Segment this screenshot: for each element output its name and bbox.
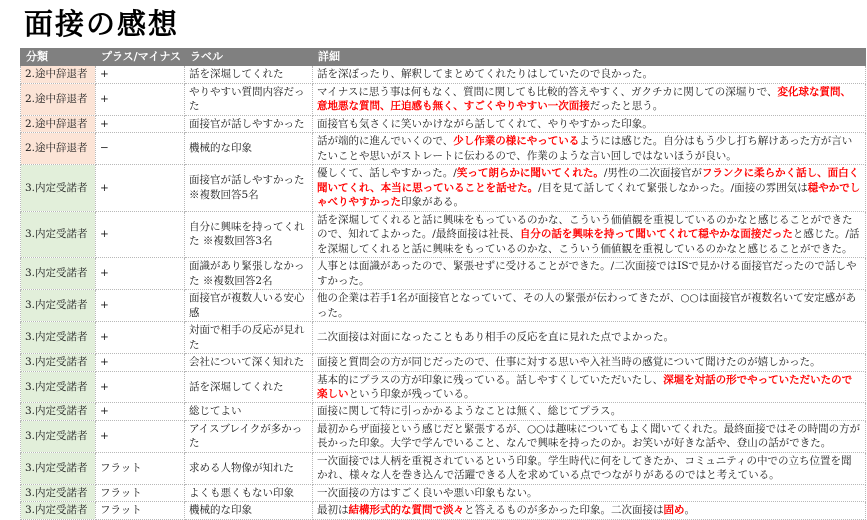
table-row — [21, 484, 866, 501]
category-cell: 2.途中辞退者 — [21, 133, 96, 165]
label-cell: 面接官が複数人いる安心感 — [185, 290, 313, 322]
detail-cell — [313, 290, 866, 322]
label-cell: 求める人物像が知れた — [185, 452, 313, 484]
category-cell: 3.内定受諾者 — [21, 403, 96, 420]
label-cell: よくも悪くもない印象 — [185, 484, 313, 501]
detail-text: /男性の二次面接官が — [603, 167, 702, 180]
plus-minus-cell: + — [96, 83, 185, 115]
detail-text: 話を深ぼったり、解釈してまとめてくれたりはしていたので良かった。 — [317, 68, 653, 81]
table-row — [21, 502, 866, 519]
detail-text: 他の企業は若手1名が面接官となっていて、その人の緊張が伝わってきたが、○○は面接官が複数名いて安定感があった。 — [317, 292, 857, 319]
detail-text: 一次面接では人柄を重視されているという印象。学生時代に何をしてきたか、コミュニティの中での立ち位置を聞かれ、様々な人を巻き込んで活躍できる人を求めている点でつながりがあるのではと考えている。 — [317, 454, 852, 482]
table-row — [21, 420, 866, 452]
plus-minus-cell: + — [96, 258, 185, 290]
detail-cell — [313, 420, 866, 452]
label-cell: 総じてよい — [185, 403, 313, 420]
category-cell: 3.内定受諾者 — [21, 502, 96, 519]
detail-cell — [313, 211, 866, 257]
detail-cell — [313, 115, 866, 132]
detail-text: 。 — [684, 504, 695, 517]
table-body — [21, 66, 866, 520]
highlighted-text: 笑って朗らかに聞いてくれた。 — [456, 167, 604, 180]
highlighted-text: 変化球な質問、意地悪な質問、圧迫感も無く、すごくやりやすい一次面接 — [317, 85, 852, 113]
detail-text: 人事とは面識があったので、緊張せずに受けることができた。/二次面接ではISで見かける面接官だったので話しやすかった。 — [317, 260, 857, 287]
table-row — [21, 211, 866, 257]
detail-text: 一次面接の方はすごく良いや悪い印象もない。 — [317, 486, 538, 499]
detail-cell — [313, 484, 866, 501]
detail-text: と答えるものが多かった印象。二次面接は — [464, 504, 664, 517]
column-header: 詳細 — [313, 49, 866, 66]
label-cell: 会社について深く知れた — [185, 354, 313, 371]
category-cell: 3.内定受諾者 — [21, 371, 96, 403]
detail-cell — [313, 452, 866, 484]
label-cell: 話を深堀してくれた — [185, 66, 313, 83]
category-cell: 3.内定受諾者 — [21, 258, 96, 290]
table-row — [21, 322, 866, 354]
table-row — [21, 83, 866, 115]
detail-cell — [313, 165, 866, 211]
plus-minus-cell: フラット — [96, 452, 185, 484]
column-header: 分類 — [21, 49, 96, 66]
detail-text: 面接と質問会の方が同じだったので、仕事に対する思いや入社当時の感覚について聞けたのが嬉しかった。 — [317, 356, 821, 369]
highlighted-text: 少し作業の様にやっている — [453, 135, 580, 148]
category-cell: 3.内定受諾者 — [21, 290, 96, 322]
category-cell: 2.途中辞退者 — [21, 115, 96, 132]
plus-minus-cell: − — [96, 133, 185, 165]
category-cell: 2.途中辞退者 — [21, 83, 96, 115]
plus-minus-cell: + — [96, 211, 185, 257]
table-row — [21, 354, 866, 371]
table-row — [21, 403, 866, 420]
plus-minus-cell: + — [96, 165, 185, 211]
plus-minus-cell: + — [96, 290, 185, 322]
column-header: プラス/マイナス — [96, 49, 185, 66]
column-header: ラベル — [185, 49, 313, 66]
detail-text: という印象が残っている。 — [348, 387, 475, 400]
detail-text: 最初は — [317, 504, 349, 517]
table-row — [21, 371, 866, 403]
plus-minus-cell: フラット — [96, 484, 185, 501]
table-row — [21, 165, 866, 211]
plus-minus-cell: + — [96, 322, 185, 354]
detail-cell — [313, 133, 866, 165]
plus-minus-cell: + — [96, 115, 185, 132]
plus-minus-cell: + — [96, 403, 185, 420]
detail-cell — [313, 502, 866, 519]
detail-text: ようには感じた。自分はもう少し打ち解けあった方が言いたいことや思いがストレートに伝わるので、作業のような言い回しではないほうが良い。 — [317, 135, 853, 162]
table-header-row — [21, 49, 866, 66]
detail-cell — [313, 83, 866, 115]
highlighted-text: 結構形式的な質問で淡々 — [348, 504, 464, 517]
label-cell: 面接官が話しやすかった — [185, 115, 313, 132]
plus-minus-cell: + — [96, 371, 185, 403]
detail-cell — [313, 66, 866, 83]
table-row — [21, 66, 866, 83]
plus-minus-cell: フラット — [96, 502, 185, 519]
detail-text: /目を見て話してくれて緊張しなかった。/面接の雰囲気は — [538, 181, 808, 194]
table-row — [21, 115, 866, 132]
detail-text: 話を深堀してくれると話に興味をもっているのかな、こういう価値観を重視しているのかなと感じることができたので、知れてよかった。/最終面接は社長、 — [317, 213, 853, 241]
detail-cell — [313, 258, 866, 290]
detail-cell — [313, 354, 866, 371]
interview-feedback-table — [20, 48, 866, 520]
label-cell: 対面で相手の反応が見れた — [185, 322, 313, 354]
detail-cell — [313, 322, 866, 354]
detail-text: と感じた。/話を深堀してくれると話に興味をもっているのかな、こういう価値観を重視しているのかなと感じることができた。 — [317, 228, 860, 255]
label-cell: アイスブレイクが多かった — [185, 420, 313, 452]
category-cell: 3.内定受諾者 — [21, 211, 96, 257]
detail-cell — [313, 371, 866, 403]
label-cell: 話を深堀してくれた — [185, 371, 313, 403]
highlighted-text: 固め — [663, 504, 685, 517]
table-row — [21, 133, 866, 165]
table-row — [21, 258, 866, 290]
plus-minus-cell: + — [96, 354, 185, 371]
category-cell: 3.内定受諾者 — [21, 452, 96, 484]
detail-text: 印象がある。 — [401, 196, 464, 209]
detail-text: マイナスに思う事は何もなく、質問に関しても比較的答えやすく、ガクチカに関しての深堀りで、 — [317, 85, 778, 98]
label-cell: 機械的な印象 — [185, 133, 313, 165]
detail-text: 基本的にプラスの方が印象に残っている。話しやすくしていただいたし、 — [317, 373, 664, 386]
plus-minus-cell: + — [96, 66, 185, 83]
label-cell: 自分に興味を持ってくれた ※複数回答3名 — [185, 211, 313, 257]
detail-text: だったと思う。 — [589, 100, 664, 113]
category-cell: 2.途中辞退者 — [21, 66, 96, 83]
plus-minus-cell: + — [96, 420, 185, 452]
category-cell: 3.内定受諾者 — [21, 165, 96, 211]
detail-text: 面接官も気さくに笑いかけながら話してくれて、やりやすかった印象。 — [317, 117, 653, 130]
detail-text: 二次面接は対面になったこともあり相手の反応を直に見れた点でよかった。 — [317, 331, 674, 344]
label-cell: 機械的な印象 — [185, 502, 313, 519]
label-cell: 面識があり緊張しなかった ※複数回答2名 — [185, 258, 313, 290]
highlighted-text: 深堀を対話の形でやっていただいたので楽しい — [317, 373, 853, 400]
table-row — [21, 452, 866, 484]
detail-text: 話が端的に進んでいくので、 — [317, 135, 454, 148]
category-cell: 3.内定受諾者 — [21, 484, 96, 501]
label-cell: 面接官が話しやすかった ※複数回答5名 — [185, 165, 313, 211]
table-row — [21, 290, 866, 322]
category-cell: 3.内定受諾者 — [21, 354, 96, 371]
page-title: 面接の感想 — [24, 7, 180, 41]
detail-text: 面接に関して特に引っかかるようなことは無く、総じてプラス。 — [317, 405, 622, 418]
highlighted-text: 穏やかでしゃべりやすかった — [317, 181, 861, 209]
label-cell: やりやすい質問内容だった — [185, 83, 313, 115]
highlighted-text: 自分の話を興味を持って聞いてくれて穏やかな面接だった — [519, 228, 793, 241]
highlighted-text: フランクに柔らかく話し、面白く聞いてくれ、本当に思っていることを話せた。 — [317, 167, 860, 194]
detail-text: 優しくて、話しやすかった。/ — [317, 167, 457, 180]
category-cell: 3.内定受諾者 — [21, 420, 96, 452]
category-cell: 3.内定受諾者 — [21, 322, 96, 354]
detail-text: 最初からザ面接という感じだと緊張するが、○○は趣味についてもよく聞いてくれた。最終面接ではその時間の方が長かった印象。大学で学んでいること、なんで興味を持ったのか。お笑いが好きな話や、登山の話ができた。 — [317, 422, 861, 450]
detail-cell — [313, 403, 866, 420]
